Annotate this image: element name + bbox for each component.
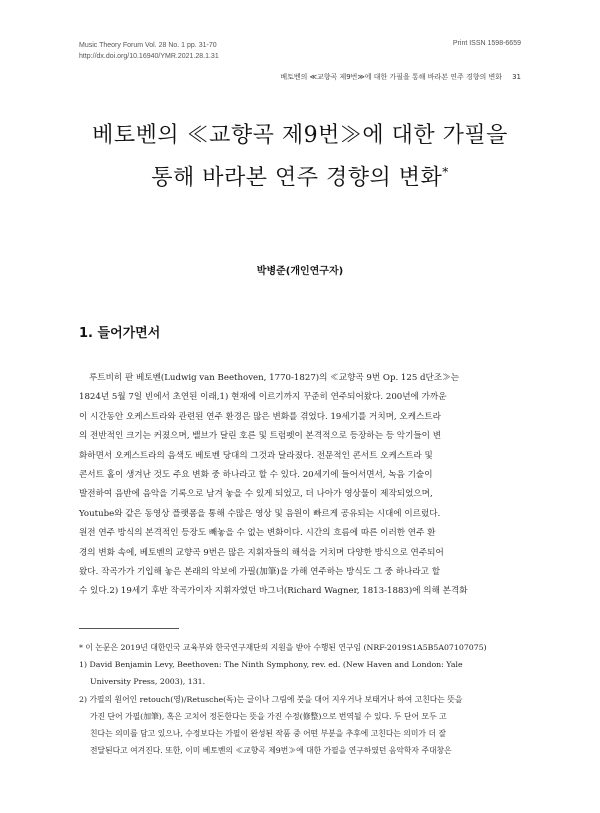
body-line: 콘서트 홀이 생겨난 것도 주요 변화 중 하나라고 할 수 있다. 20세기에 들어서면서, 녹음 기술이 [79,470,433,481]
body-line: 발전하여 음반에 음악을 기록으로 남겨 놓을 수 있게 되었고, 더 나아가 영상물이 제작되었으며, [79,489,433,500]
section-heading: 1. 들어가면서 [79,326,161,341]
footnote-1: 1) David Benjamin Levy, Beethoven: The Ninth Symphony, rev. ed. (New Haven and London: Yale [79,660,463,670]
body-line: 왔다. 작곡가가 기입해 놓은 본래의 악보에 가필(加筆)을 가해 연주하는 방식도 그 중 하나라고 할 [79,567,440,578]
article-title [40,117,560,196]
body-line: 수 있다.2) 19세기 후반 작곡가이자 지휘자였던 바그너(Richard Wagner, 1813-1883)에 의해 본격화 [79,586,468,597]
title-line-2-text: 통해 바라본 연주 경향의 변화 [151,165,443,191]
title-line-1: 베토벤의 ≪교향곡 제9번≫에 대한 가필을 [92,123,508,148]
body-line: 이 시간동안 오케스트라와 관련된 연주 환경은 많은 변화를 겪었다. 19세기를 거치며, 오케스트라 [79,411,441,422]
body-line: 경의 변화 속에, 베토벤의 교향곡 9번은 많은 지휘자들의 해석을 거치며 다양한 방식으로 연주되어 [79,547,444,558]
funding-note: * 이 논문은 2019년 대한민국 교육부와 한국연구재단의 지원을 받아 수행된 연구임 (NRF-2019S1A5B5A07107075) [79,643,487,652]
body-line: 원전 연주 방식의 본격적인 등장도 빼놓을 수 없는 변화이다. 시간의 흐름에 따른 이러한 연주 환 [79,528,436,539]
body-line: Youtube와 같은 동영상 플랫폼을 통해 수많은 영상 및 음원이 빠르게 공유되는 시대에 이르렀다. [79,508,441,519]
running-head-title: 베토벤의 ≪교향곡 제9번≫에 대한 가필을 통해 바라본 연주 경향의 변화 [280,73,503,81]
issn: Print ISSN 1598-6659 [452,40,521,47]
footnote-2-continued: 전달된다고 여겨진다. 또한, 이미 베토벤의 ≪교향곡 제9번≫에 대한 가필을 연구하였던 음악학자 주대창은 [90,746,452,756]
page-number: 31 [512,73,521,81]
running-head [200,72,521,82]
title-line-2 [40,154,560,196]
body-line: 루트비히 판 베토벤(Ludwig van Beethoven, 1770-1827)의 ≪교향곡 9번 Op. 125 d단조≫는 [89,373,460,383]
footnote-divider [79,628,179,629]
body-line: 1824년 5월 7일 빈에서 초연된 이래,1) 현재에 이르기까지 꾸준히 연주되어왔다. 200년에 가까운 [79,392,447,403]
footnote-1-continued: University Press, 2003), 131. [90,677,206,687]
body-paragraph [79,369,521,602]
footnote-2: 2) 가필의 원어인 retouch(영)/Retusche(독)는 글이나 그림에 붓을 대어 지우거나 보태거나 하여 고친다는 뜻을 [79,694,463,704]
doi-link[interactable]: http://dx.doi.org/10.16940/YMR.2021.28.1.31 [79,53,219,60]
author: 박병준(개인연구자) [256,266,344,277]
footnote-2-continued: 친다는 의미를 담고 있으나, 수정보다는 가필이 완성된 작품 중 어떤 부분을 추후에 고친다는 의미가 더 잘 [90,729,446,739]
title-footnote-mark: * [442,165,449,179]
journal-citation: Music Theory Forum Vol. 28 No. 1 pp. 31-70 [79,42,217,49]
body-line: 의 전반적인 크기는 커졌으며, 밸브가 달린 호른 및 트럼펫이 본격적으로 등장하는 등 악기들이 변 [79,431,442,442]
body-line: 화하면서 오케스트라의 음색도 베토벤 당대의 그것과 달라졌다. 전문적인 콘서트 오케스트라 및 [79,450,433,461]
footnotes [79,639,521,759]
journal-info [79,40,219,62]
footnote-2-continued: 가진 단어 가필(加筆), 혹은 고치어 정돈한다는 뜻을 가진 수정(修整)으로 번역될 수 있다. 두 단어 모두 고 [90,711,447,721]
